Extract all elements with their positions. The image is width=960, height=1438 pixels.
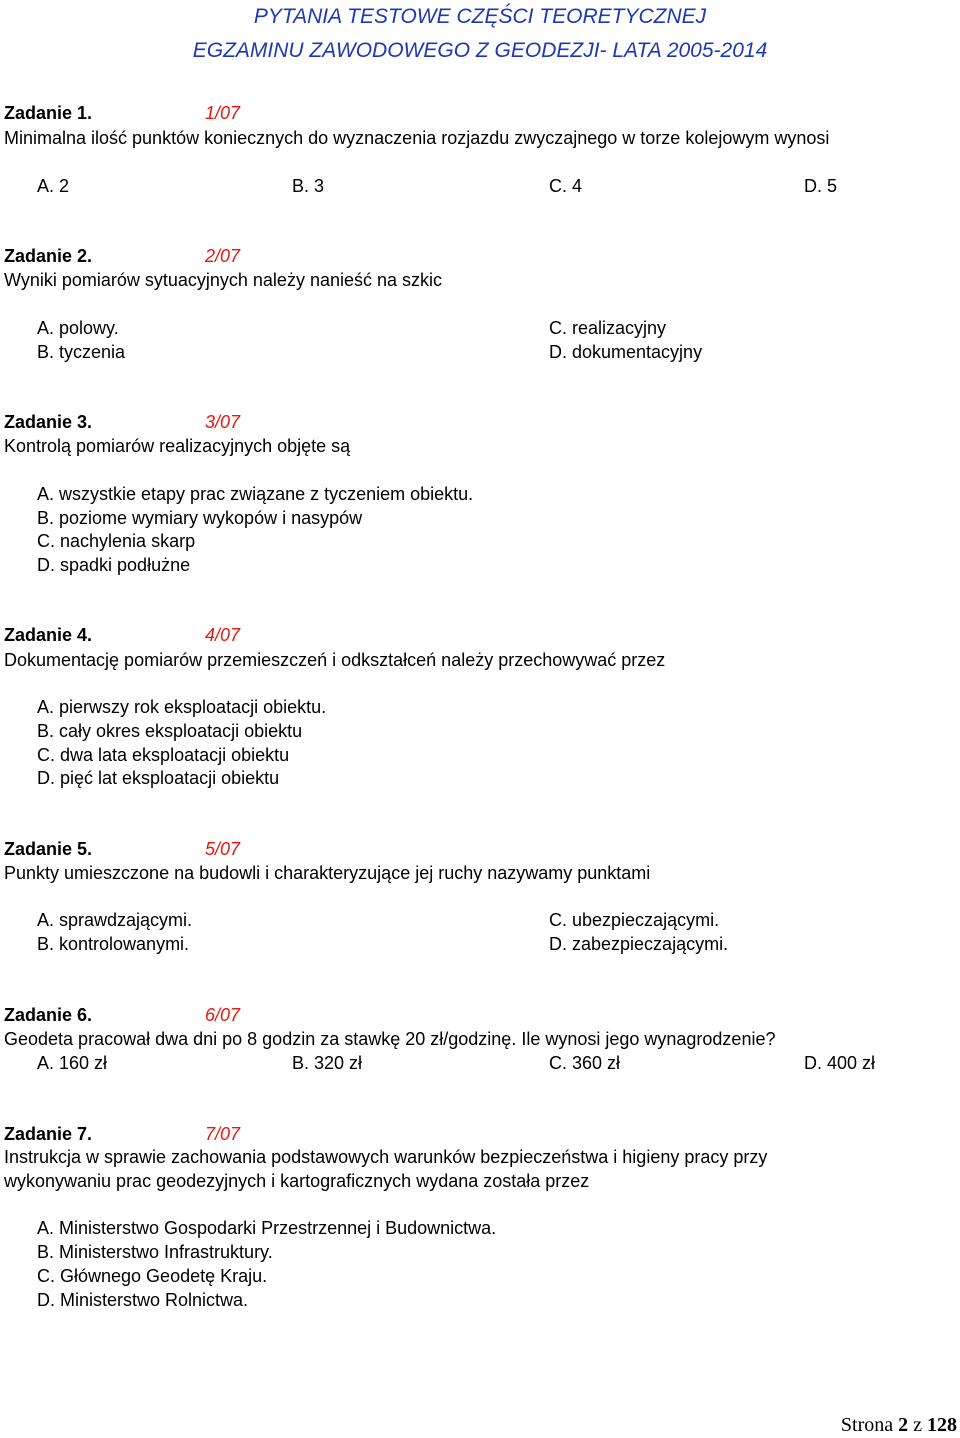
question-5-answer-b: B. kontrolowanymi. (37, 934, 190, 954)
question-7-answer-d: D. Ministerstwo Rolnictwa. (37, 1290, 249, 1310)
question-1-code: 1/07 (205, 103, 241, 123)
question-2-answer-d: D. dokumentacyjny (549, 342, 703, 362)
page-number-prefix: Strona (840, 1414, 899, 1436)
question-5-answer-a: A. sprawdzającymi. (37, 910, 193, 930)
question-6-text: Geodeta pracował dwa dni po 8 godzin za stawkę 20 zł/godzinę. Ile wynosi jego wynagrodzenie? (4, 1029, 776, 1049)
document-title-line-1: PYTANIA TESTOWE CZĘŚCI TEORETYCZNEJ (253, 5, 707, 28)
document-title-line-2: EGZAMINU ZAWODOWEGO Z GEODEZJI- LATA 2005-2014 (192, 39, 768, 62)
question-3-text: Kontrolą pomiarów realizacyjnych objęte są (4, 436, 351, 456)
question-2-answer-b: B. tyczenia (37, 342, 126, 362)
question-2-text: Wyniki pomiarów sytuacyjnych należy nanieść na szkic (4, 270, 443, 290)
question-3-code: 3/07 (205, 412, 241, 432)
question-1-text: Minimalna ilość punktów koniecznych do wyznaczenia rozjazdu zwyczajnego w torze kolejowym wynosi (4, 128, 830, 148)
question-7-label: Zadanie 7. (4, 1124, 93, 1144)
question-4-answer-d: D. pięć lat eksploatacji obiektu (37, 768, 280, 788)
question-1-label: Zadanie 1. (4, 103, 93, 123)
question-4-text: Dokumentację pomiarów przemieszczeń i odkształceń należy przechowywać przez (4, 650, 666, 670)
current-page: 2 (898, 1414, 909, 1436)
question-6-answer-d: D. 400 zł (804, 1053, 876, 1073)
question-5-label: Zadanie 5. (4, 839, 93, 859)
question-5-text: Punkty umieszczone na budowli i charakteryzujące jej ruchy nazywamy punktami (4, 863, 651, 883)
question-2-label: Zadanie 2. (4, 246, 93, 266)
question-3-answer-b: B. poziome wymiary wykopów i nasypów (37, 508, 363, 528)
total-pages: 128 (927, 1414, 957, 1436)
question-3-label: Zadanie 3. (4, 412, 93, 432)
question-3-answer-c: C. nachylenia skarp (37, 531, 196, 551)
question-4-label: Zadanie 4. (4, 625, 93, 645)
question-3-answer-d: D. spadki podłużne (37, 555, 191, 575)
question-7-answer-c: C. Głównego Geodetę Kraju. (37, 1266, 268, 1286)
question-3-answer-a: A. wszystkie etapy prac związane z tyczeniem obiektu. (37, 484, 474, 504)
question-7-text-line-1: Instrukcja w sprawie zachowania podstawowych warunków bezpieczeństwa i higieny pracy przy (4, 1147, 768, 1167)
question-5-code: 5/07 (205, 839, 241, 859)
question-5-answer-c: C. ubezpieczającymi. (549, 910, 720, 930)
question-2-answer-c: C. realizacyjny (549, 318, 667, 338)
page-number (841, 1412, 957, 1438)
question-1-answer-d: D. 5 (804, 176, 838, 196)
question-6-answer-c: C. 360 zł (549, 1053, 621, 1073)
question-1-answer-a: A. 2 (37, 176, 70, 196)
question-7-answer-b: B. Ministerstwo Infrastruktury. (37, 1242, 273, 1262)
question-1-answer-c: C. 4 (549, 176, 583, 196)
question-6-answer-a: A. 160 zł (37, 1053, 108, 1073)
question-2-code: 2/07 (205, 246, 241, 266)
question-7-answer-a: A. Ministerstwo Gospodarki Przestrzennej i Budownictwa. (37, 1218, 497, 1238)
question-6-answer-b: B. 320 zł (292, 1053, 363, 1073)
question-6-code: 6/07 (205, 1005, 241, 1025)
question-2-answer-a: A. polowy. (37, 318, 119, 338)
question-1-answer-b: B. 3 (292, 176, 325, 196)
question-5-answer-d: D. zabezpieczającymi. (549, 934, 729, 954)
question-7-code: 7/07 (205, 1124, 241, 1144)
page-number-middle: z (908, 1414, 927, 1436)
question-4-answer-b: B. cały okres eksploatacji obiektu (37, 721, 303, 741)
question-6-label: Zadanie 6. (4, 1005, 93, 1025)
question-4-answer-a: A. pierwszy rok eksploatacji obiektu. (37, 697, 327, 717)
question-4-answer-c: C. dwa lata eksploatacji obiektu (37, 745, 290, 765)
question-4-code: 4/07 (205, 625, 241, 645)
question-7-text-line-2: wykonywaniu prac geodezyjnych i kartograficznych wydana została przez (4, 1171, 590, 1191)
